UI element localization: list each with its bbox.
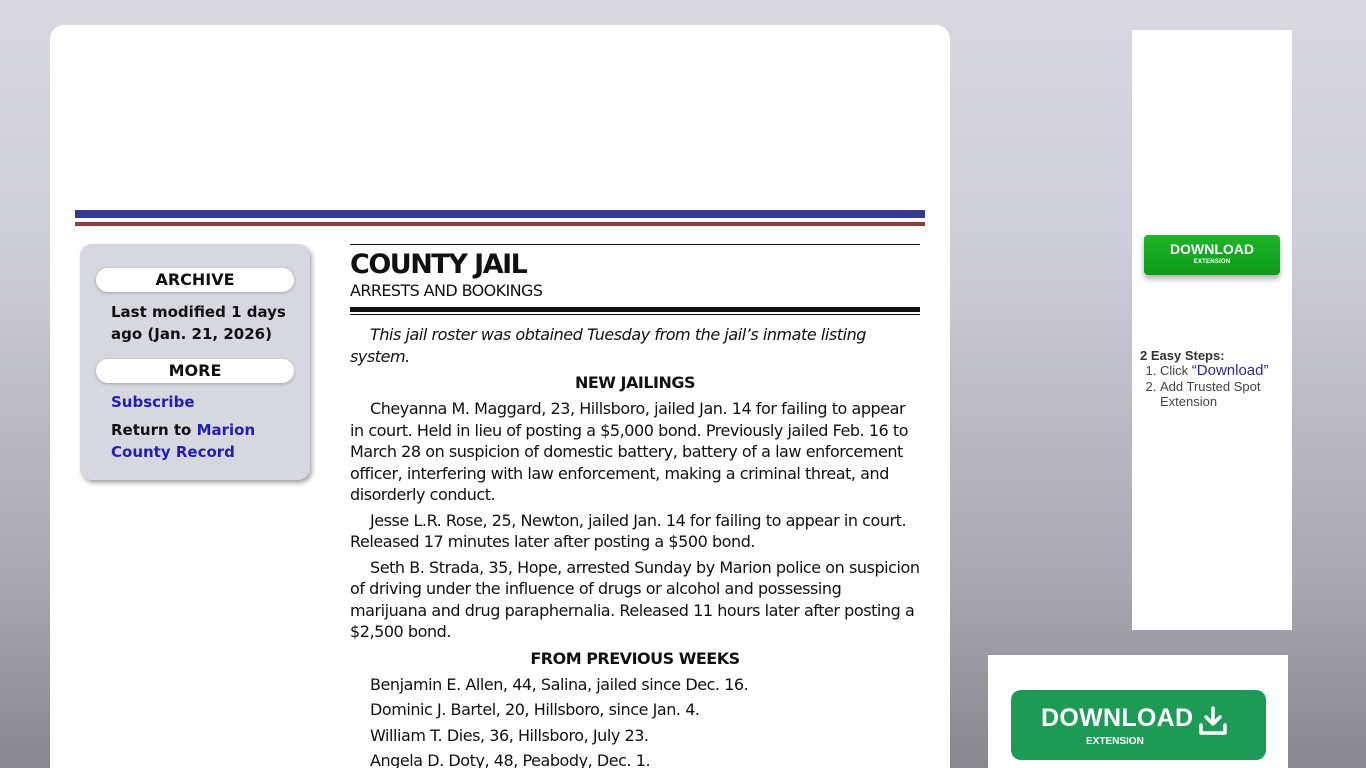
intro-paragraph: This jail roster was obtained Tuesday from the jail’s inmate listing system. — [350, 325, 866, 366]
install-steps — [1140, 348, 1290, 410]
download-extension-button-small[interactable] — [1144, 235, 1280, 275]
headline-thick-rule — [350, 307, 920, 312]
jailing-entry: Jesse L.R. Rose, 25, Newton, jailed Jan. 14 for failing to appear in court. Released 17 minutes later after posting a $500 bond. — [350, 510, 907, 551]
headline-thin-rule — [350, 314, 920, 315]
section-heading-new-jailings: NEW JAILINGS — [574, 373, 696, 392]
page-subtitle: ARRESTS AND BOOKINGS — [350, 281, 543, 300]
last-modified-text: Last modified 1 days ago (Jan. 21, 2026) — [111, 303, 286, 343]
more-heading: MORE — [96, 359, 294, 383]
jailing-entry: Seth B. Strada, 35, Hope, arrested Sunday by Marion police on suspicion of driving under the influence of drugs or alcohol and possessing marijuana and drug paraphernalia. Released 11 hours later after posting a $2,500 bond. — [350, 557, 920, 641]
step1-prefix: Click — [1160, 363, 1192, 378]
ad-panel-tall — [1132, 30, 1292, 630]
download-label: DOWNLOAD — [1170, 241, 1254, 257]
header-rule-blue — [75, 210, 925, 218]
download-arrow-icon — [1198, 705, 1228, 737]
previous-entry: Dominic J. Bartel, 20, Hillsboro, since Jan. 4. — [370, 700, 700, 719]
jailing-entry: Cheyanna M. Maggard, 23, Hillsboro, jailed Jan. 14 for failing to appear in court. Held in lieu of posting a $5,000 bond. Previously jailed Feb. 16 to March 28 on suspicion of domestic battery, battery of a law enforcement officer, interfering with law enforcement, making a criminal threat, and disorderly conduct. — [350, 399, 909, 504]
previous-entry: Benjamin E. Allen, 44, Salina, jailed since Dec. 16. — [370, 674, 749, 694]
step-item: 2. Add Trusted Spot Extension — [1160, 379, 1290, 410]
extension-label: EXTENSION — [1086, 736, 1144, 747]
archive-heading: ARCHIVE — [96, 268, 294, 292]
subscribe-link[interactable]: Subscribe — [111, 393, 195, 411]
header-rule-red — [75, 222, 925, 226]
steps-title: 2 Easy Steps: — [1140, 348, 1225, 363]
ad-panel-wide — [988, 655, 1288, 768]
section-heading-previous-weeks: FROM PREVIOUS WEEKS — [530, 648, 740, 668]
headline-top-rule — [350, 244, 920, 245]
step1-download-word: “Download” — [1191, 362, 1269, 379]
subscribe-row — [111, 391, 301, 413]
download-label: DOWNLOAD — [1041, 704, 1194, 732]
return-prefix: Return to — [111, 421, 197, 439]
download-extension-button-large[interactable] — [1011, 690, 1266, 760]
step-item — [1160, 363, 1290, 379]
steps-list — [1140, 363, 1290, 410]
sidebar-panel — [80, 244, 310, 480]
page-title: COUNTY JAIL — [350, 249, 527, 280]
page-card — [50, 25, 950, 768]
extension-label: EXTENSION — [1193, 259, 1231, 265]
marion-county-record-link[interactable]: Marion County Record — [111, 421, 256, 461]
previous-entry: Angela D. Doty, 48, Peabody, Dec. 1. — [370, 751, 651, 768]
previous-entry: William T. Dies, 36, Hillsboro, July 23. — [370, 725, 649, 745]
return-row — [111, 419, 301, 463]
article — [350, 244, 920, 768]
